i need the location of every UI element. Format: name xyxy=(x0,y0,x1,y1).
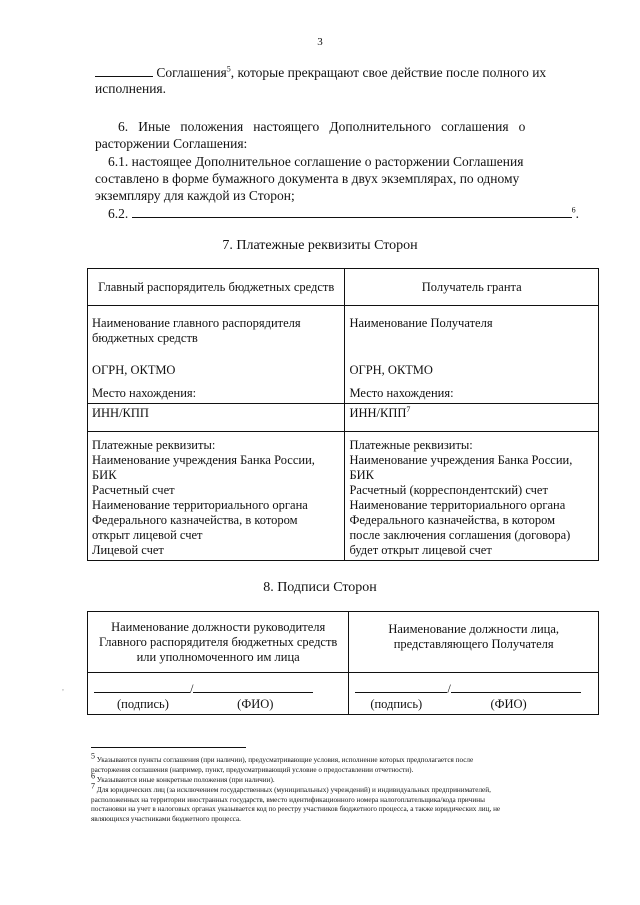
right-payment-cell xyxy=(345,432,599,561)
left-location-label: Место нахождения: xyxy=(92,386,197,400)
continuation-tail: , которые прекращают свое действие после полного их xyxy=(230,65,547,80)
signatures-table xyxy=(87,611,599,715)
blank-line xyxy=(95,63,153,77)
payment-requisites-table xyxy=(87,268,599,561)
signature-row xyxy=(88,673,599,715)
right-pay-line: Расчетный (корреспондентский) счет xyxy=(349,483,548,497)
name-field xyxy=(193,680,313,693)
left-pay-line: Лицевой счет xyxy=(92,543,164,557)
left-signature-cell xyxy=(88,673,349,715)
right-signature-cell xyxy=(349,673,599,715)
right-inn-label: ИНН/КПП xyxy=(349,406,407,420)
footnote-6-number: 6 xyxy=(91,771,95,781)
signature-field xyxy=(355,680,447,693)
para-6-1-line-3: экземпляру для каждой из Сторон; xyxy=(95,188,295,203)
left-pay-line: Наименование территориального органа xyxy=(92,498,308,512)
signature-caption: (подпись) xyxy=(117,697,169,711)
footnote-6-line-1: Указываются иные конкретные положения (при наличии). xyxy=(96,776,275,784)
footnote-7 xyxy=(91,781,601,824)
left-position-line: Главного распорядителя бюджетных средств xyxy=(98,635,338,649)
inn-row xyxy=(88,404,599,432)
slash: / xyxy=(190,682,194,696)
para-6-1-line-2: составлено в форме бумажного документа в двух экземплярах, по одному xyxy=(95,171,520,186)
footnote-separator xyxy=(91,747,246,748)
name-field xyxy=(451,680,581,693)
para-6-1-line-1: 6.1. настоящее Дополнительное соглашение о расторжении Соглашения xyxy=(108,154,524,169)
left-signature-captions xyxy=(89,697,347,712)
footnote-7-line-2: расположенных на территории иностранных государств, вместо идентификационного номера налогоплательщика/кода причины xyxy=(91,795,485,804)
fio-caption: (ФИО) xyxy=(490,697,527,711)
right-pay-line: Платежные реквизиты: xyxy=(349,438,473,452)
para-6-line-2: расторжении Соглашения: xyxy=(95,136,248,151)
right-signature-captions xyxy=(350,697,597,712)
right-signature-line xyxy=(350,680,597,697)
left-position-line: Наименование должности руководителя xyxy=(111,620,326,634)
right-position-line: представляющего Получателя xyxy=(393,637,554,651)
slash: / xyxy=(447,682,451,696)
left-position-cell xyxy=(88,612,349,673)
payment-row xyxy=(88,432,599,561)
right-pay-line: после заключения соглашения (договора) xyxy=(349,528,571,542)
para-6-2-label: 6.2. xyxy=(108,206,129,221)
fio-caption: (ФИО) xyxy=(237,697,274,711)
footnote-ref-7: 7 xyxy=(406,404,411,414)
left-pay-line: Платежные реквизиты: xyxy=(92,438,216,452)
continuation-line-1 xyxy=(95,63,600,81)
footnote-5-number: 5 xyxy=(91,751,95,761)
right-header-cell: Получатель гранта xyxy=(345,269,599,306)
blank-line xyxy=(132,204,572,218)
left-signature-line xyxy=(89,680,347,697)
right-pay-line: Наименование учреждения Банка России, xyxy=(349,453,573,467)
section-7-title: 7. Платежные реквизиты Сторон xyxy=(222,238,418,253)
footnote-ref-6: 6 xyxy=(571,205,576,215)
signature-head-row xyxy=(88,612,599,673)
right-name-label: Наименование Получателя xyxy=(349,316,493,330)
table-header-row xyxy=(88,269,599,306)
left-pay-line: Наименование учреждения Банка России, xyxy=(92,453,315,467)
footnote-7-line-3: постановки на учет в налоговых органах указывается код по реестру участников бюджетного процесса, а также юридических лиц, не xyxy=(91,805,501,813)
para-6-2 xyxy=(108,204,603,222)
name-row xyxy=(88,306,599,404)
right-position-line: Наименование должности лица, xyxy=(388,622,559,636)
continuation-line-2: исполнения. xyxy=(95,81,167,96)
left-payment-cell xyxy=(88,432,345,561)
left-name-label: Наименование главного распорядителя xyxy=(92,316,301,330)
right-pay-line: БИК xyxy=(349,468,374,482)
footnote-7-number: 7 xyxy=(91,781,95,791)
left-pay-line: открыт лицевой счет xyxy=(92,528,203,542)
left-position-line: или уполномоченного им лица xyxy=(136,650,300,664)
footnote-5-line-1: Указываются пункты соглашения (при наличии), предусматривающие условия, исполнение которых предполагается после xyxy=(96,756,474,764)
left-name-label-2: бюджетных средств xyxy=(92,331,198,345)
right-name-cell xyxy=(345,306,599,404)
footnote-5-line-2: расторжения соглашения (например, пункт, предусматривающий условие о предоставлении отчетности). xyxy=(91,765,414,774)
para-6-line-1: 6. Иные положения настоящего Дополнительного соглашения о xyxy=(118,119,526,134)
right-inn-cell xyxy=(345,404,599,432)
agreement-word: Соглашения xyxy=(156,65,227,80)
right-location-label: Место нахождения: xyxy=(349,386,454,400)
para-6-2-period: . xyxy=(575,206,579,221)
footnote-7-line-1: Для юридических лиц (за исключением государственных (муниципальных) учреждений) и индивидуальных предпринимателей, xyxy=(96,786,491,794)
left-header-cell: Главный распорядитель бюджетных средств xyxy=(88,269,345,306)
right-ogrn-label: ОГРН, ОКТМО xyxy=(349,363,433,377)
right-pay-line: Наименование территориального органа xyxy=(349,498,566,512)
page-number: 3 xyxy=(317,36,323,48)
left-inn-cell: ИНН/КПП xyxy=(88,404,345,432)
left-pay-line: БИК xyxy=(92,468,117,482)
left-name-cell xyxy=(88,306,345,404)
left-pay-line: Расчетный счет xyxy=(92,483,175,497)
right-pay-line: будет открыт лицевой счет xyxy=(349,543,492,557)
margin-mark: , xyxy=(62,683,64,692)
footnote-7-line-4: являющихся участниками бюджетного процесса. xyxy=(91,814,241,823)
footnote-ref-5: 5 xyxy=(226,64,231,74)
section-8-title: 8. Подписи Сторон xyxy=(263,580,377,595)
left-ogrn-label: ОГРН, ОКТМО xyxy=(92,363,176,377)
footnote-6 xyxy=(91,771,601,786)
footnote-5 xyxy=(91,751,601,775)
signature-caption: (подпись) xyxy=(370,697,423,711)
right-pay-line: Федерального казначейства, в котором xyxy=(349,513,556,527)
right-position-cell xyxy=(349,612,599,673)
signature-field xyxy=(94,680,190,693)
left-pay-line: Федерального казначейства, в котором xyxy=(92,513,298,527)
